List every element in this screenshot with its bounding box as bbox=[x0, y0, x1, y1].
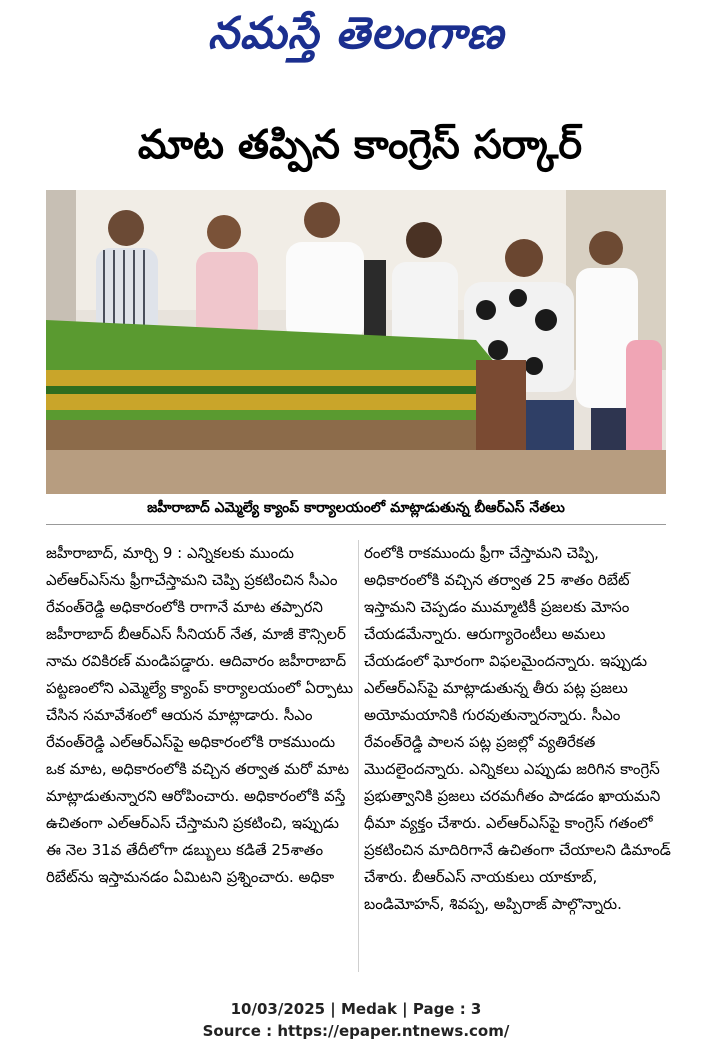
press-meet-photo bbox=[46, 190, 666, 494]
article-headline: మాట తప్పిన కాంగ్రెస్ సర్కార్ bbox=[137, 122, 583, 168]
column-divider bbox=[358, 540, 359, 972]
masthead-title: నమస్తే తెలంగాణ bbox=[207, 8, 505, 59]
caption-divider bbox=[46, 524, 666, 525]
article-body-left-column bbox=[46, 540, 356, 891]
article-body-right-column bbox=[364, 540, 674, 918]
article-photo bbox=[46, 190, 666, 494]
article-paragraph-right: రంలోకి రాకముందు ఫ్రీగా చేస్తామని చెప్పి, అధికారంలోకి వచ్చిన తర్వాత 25 శాతం రిబేట్ ఇస్తామని చెప్పడం ముమ్మాటికీ ప్రజలకు మోసం చేయడమేన్నారు. ఆరుగ్యారెంటీలు అమలు చేయడంలో ఘోరంగా విఫలమైందన్నారు. ఇప్పుడు ఎల్ఆర్ఎస్‌పై మాట్లాడుతున్న తీరు పట్ల ప్రజలు అయోమయానికి గురవుతున్నారన్నారు. సీఎం రేవంత్‌రెడ్డి పాలన పట్ల ప్రజల్లో వ్యతిరేకత మొదలైందన్నారు. ఎన్నికలు ఎప్పుడు జరిగిన కాంగ్రెస్ ప్రభుత్వానికి ప్రజలు చరమగీతం పాడడం ఖాయమని ధీమా వ్యక్తం చేశారు. ఎల్ఆర్ఎస్‌పై కాంగ్రెస్ గతంలో ప్రకటించిన మాదిరిగానే ఉచితంగా చేయాలని డిమాండ్ చేశారు. బీఆర్ఎస్ నాయకులు యాకూబ్, బండిమోహన్, శివప్ప, అప్పిరాజ్ పాల్గొన్నారు. bbox=[364, 544, 671, 913]
article-paragraph-left: జహీరాబాద్, మార్చి 9 : ఎన్నికలకు ముందు ఎల్ఆర్ఎస్‌ను ఫ్రీగాచేస్తామని చెప్పి ప్రకటించిన సీఎం రేవంత్‌రెడ్డి అధికారంలోకి రాగానే మాట తప్పారని జహీరాబాద్ బీఆర్ఎస్ సీనియర్ నేత, మాజీ కౌన్సిలర్ నామ రవికిరణ్ మండిపడ్డారు. ఆదివారం జహీరాబాద్ పట్టణంలోని ఎమ్మెల్యే క్యాంప్ కార్యాలయంలో ఏర్పాటు చేసిన సమావేశంలో ఆయన మాట్లాడారు. సీఎం రేవంత్‌రెడ్డి ఎల్ఆర్ఎస్‌పై అధికారంలోకి రాకముందు ఒక మాట, అధికారంలోకి వచ్చిన తర్వాత మరో మాట మాట్లాడుతున్నారని ఆరోపించారు. అధికారంలోకి వస్తే ఉచితంగా ఎల్ఆర్ఎస్ చేస్తామని ప్రకటించి, ఇప్పుడు ఈ నెల 31వ తేదీలోగా డబ్బులు కడితే 25శాతం రిబేట్‌ను ఇస్తామనడం ఏమిటని ప్రశ్నించారు. అధికా bbox=[46, 544, 354, 886]
edition-info: 10/03/2025 | Medak | Page : 3 bbox=[230, 1000, 482, 1018]
photo-caption: జహీరాబాద్ ఎమ్మెల్యే క్యాంప్ కార్యాలయంలో మాట్లాడుతున్న బీఆర్ఎస్ నేతలు bbox=[147, 500, 565, 516]
source-link[interactable]: Source : https://epaper.ntnews.com/ bbox=[202, 1022, 510, 1040]
newspaper-masthead bbox=[0, 0, 712, 80]
